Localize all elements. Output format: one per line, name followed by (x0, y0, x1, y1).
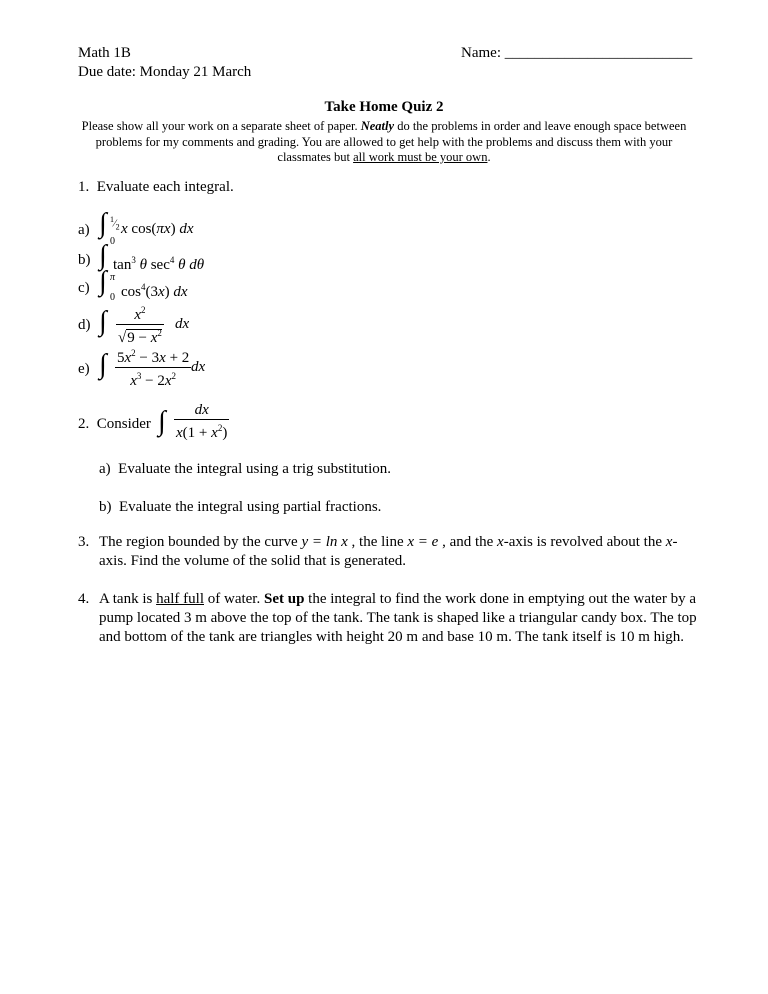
q4-set-up: Set up (263, 591, 305, 607)
instructions-text-1: Please show all your work on a separate sheet of paper. (81, 119, 361, 133)
instructions-neatly: Neatly (360, 119, 395, 133)
course-name: Math 1B (78, 45, 131, 61)
q1b-label: b) (78, 252, 91, 268)
q1c-integral: ∫ π 0 $\cos^4(3x)$ dx (99, 266, 188, 303)
q1c-label: c) (78, 280, 90, 296)
q1-stem: 1. Evaluate each integral. (78, 179, 234, 195)
due-date: Due date: Monday 21 March (78, 64, 252, 80)
q1a-label: a) (78, 222, 90, 238)
q2-stem: 2. Consider (78, 416, 151, 432)
q1e-integral: ∫ $\frac{5x^2 - 3x + 2}{x^3 - 2x^2}$ dx (99, 343, 259, 387)
q1e-label: e) (78, 361, 90, 377)
q1b-integral: ∫ $\tan^3 \theta$ $\sec^4 \theta$ dθ (99, 240, 205, 273)
instructions-text-2: do the problems in order and leave enough space between problems for my comments and grading. You are allowed to get help with the problems and discuss them with your classmates but (95, 119, 687, 164)
q4-text: A tank is half full of water. Set up the integral to find the work done in emptying out the water by a pump located 3 m above the top of the tank. The tank is shaped like a triangular candy box. The top and bottom of the tank are triangles with height 20 m and base 10 m. The tank itself is 10 m high. (99, 591, 697, 645)
q2b-text: b) Evaluate the integral using partial fractions. (99, 499, 382, 515)
q3-line-equation: x = e (407, 534, 439, 550)
instructions (78, 119, 690, 166)
quiz-title: Take Home Quiz 2 (324, 99, 444, 115)
q4-half-full: half full (156, 591, 204, 607)
q3-curve-equation: y = ln x (301, 534, 348, 550)
q4-number: 4. (78, 591, 90, 607)
q1d-label: d) (78, 317, 91, 333)
q2a-text: a) Evaluate the integral using a trig substitution. (99, 461, 392, 477)
q1a-integral: ∫ $^1⁄_2$ 0 x cos(πx) dx (99, 208, 194, 247)
q3-number: 3. (78, 534, 90, 550)
instructions-own-work: all work must be your own (353, 150, 488, 164)
q3-text: The region bounded by the curve y = ln x , the line x = e , and the x-axis is revolved about the x-axis. Find the volume of the solid that is generated. (99, 534, 678, 569)
instructions-text-3: . (487, 150, 491, 164)
name-field-label: Name: _________________________ (461, 45, 693, 61)
q2-integral: ∫ $\frac{dx}{x(1 + x^2)}$ (158, 402, 228, 441)
q1d-integral: ∫ $\frac{x^2}{√9 - x^2}$ dx (99, 300, 239, 344)
